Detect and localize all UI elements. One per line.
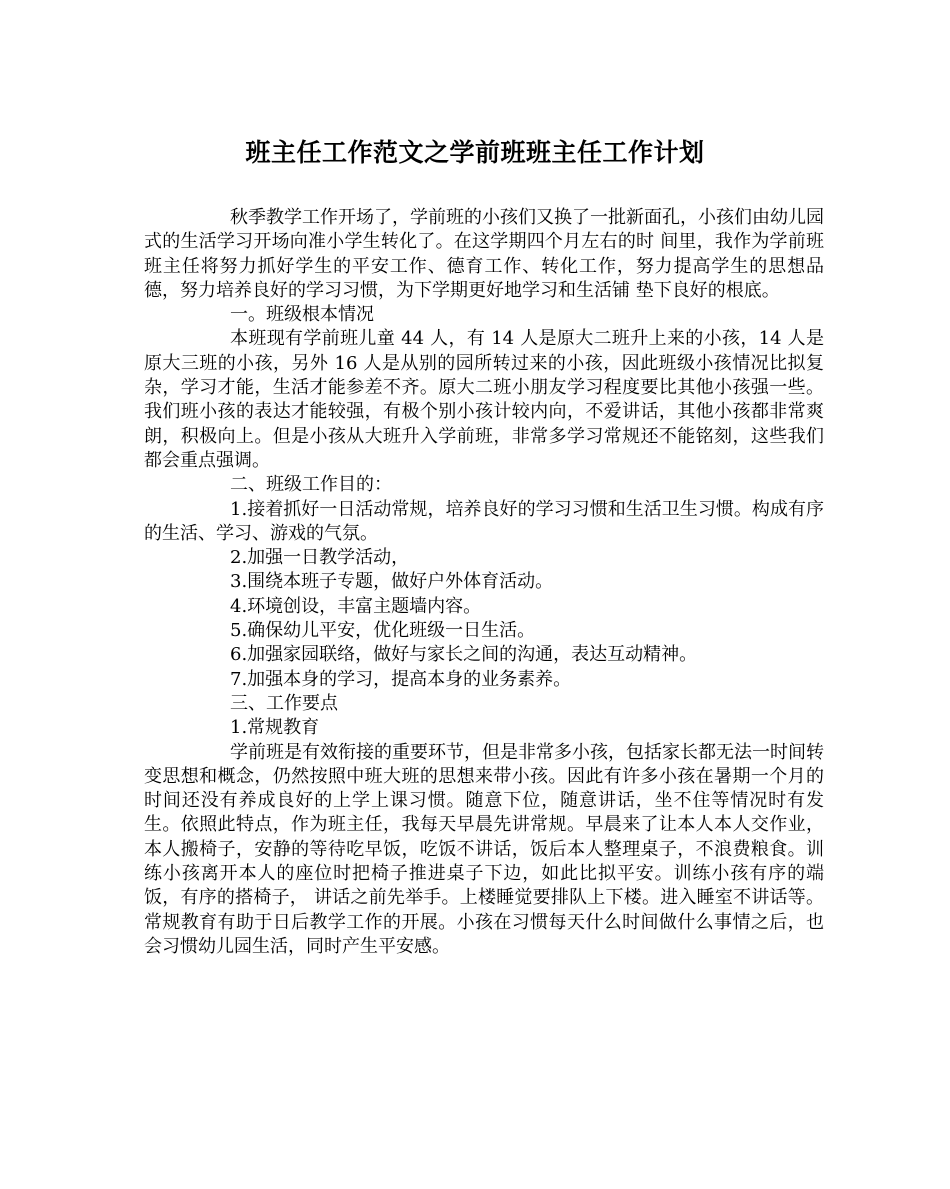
goal-item-7: 7.加强本身的学习，提高本身的业务素养。 xyxy=(230,668,572,690)
paragraph-class-info: 本班现有学前班儿童 44 人，有 14 人是原大二班升上来的小孩，14 人是原大三班的小孩，另外 16 人是从别的园所转过来的小孩，因此班级小孩情况比拟复杂，学习才能，生活才能参差不齐。原大二班小朋友学习程度要比其他小孩强一些。我们班小孩的表达才能较强，有极个别小孩计较内向，不爱讲话，其他小孩都非常爽朗，积极向上。但是小孩从大班升入学前班，非常多学习常规还不能铭刻，这些我们都会重点强调。 xyxy=(144,328,824,471)
paragraph-intro: 秋季教学工作开场了，学前班的小孩们又换了一批新面孔，小孩们由幼儿园式的生活学习开场向准小学生转化了。在这学期四个月左右的时 间里，我作为学前班班主任将努力抓好学生的平安工作、德育工作、转化工作，努力提高学生的思想品德，努力培养良好的学习习惯，为下学期更好地学习和生活铺 垫下良好的根底。 xyxy=(144,207,824,301)
goal-item-1: 1.接着抓好一日活动常规，培养良好的学习习惯和生活卫生习惯。构成有序的生活、学习、游戏的气氛。 xyxy=(144,498,824,544)
subheading-routine-education: 1.常规教育 xyxy=(230,717,320,739)
goal-item-3: 3.围绕本班子专题，做好户外体育活动。 xyxy=(230,571,554,593)
document-title: 班主任工作范文之学前班班主任工作计划 xyxy=(245,138,705,167)
goal-item-6: 6.加强家园联络，做好与家长之间的沟通，表达互动精神。 xyxy=(230,644,698,666)
section-heading-goals: 二、班级工作目的： xyxy=(230,474,392,496)
goal-item-4: 4.环境创设，丰富主题墙内容。 xyxy=(230,595,482,617)
document-body xyxy=(144,206,824,959)
goal-item-5: 5.确保幼儿平安，优化班级一日生活。 xyxy=(230,620,536,642)
section-heading-key-points: 三、工作要点 xyxy=(230,692,338,714)
paragraph-routine-education: 学前班是有效衔接的重要环节，但是非常多小孩，包括家长都无法一时间转变思想和概念，仍然按照中班大班的思想来带小孩。因此有许多小孩在暑期一个月的时间还没有养成良好的上学上课习惯。随意下位，随意讲话，坐不住等情况时有发生。依照此特点，作为班主任，我每天早晨先讲常规。早晨来了让本人本人交作业，本人搬椅子，安静的等待吃早饭，吃饭不讲话，饭后本人整理桌子，不浪费粮食。训练小孩离开本人的座位时把椅子推进桌子下边，如此比拟平安。训练小孩有序的端饭，有序的搭椅子， 讲话之前先举手。上楼睡觉要排队上下楼。进入睡室不讲话等。常规教育有助于日后教学工作的开展。小孩在习惯每天什么时间做什么事情之后，也会习惯幼儿园生活，同时产生平安感。 xyxy=(144,741,824,957)
section-heading-class-info: 一。班级根本情况 xyxy=(230,304,374,326)
goal-item-2: 2.加强一日教学活动， xyxy=(230,547,410,569)
